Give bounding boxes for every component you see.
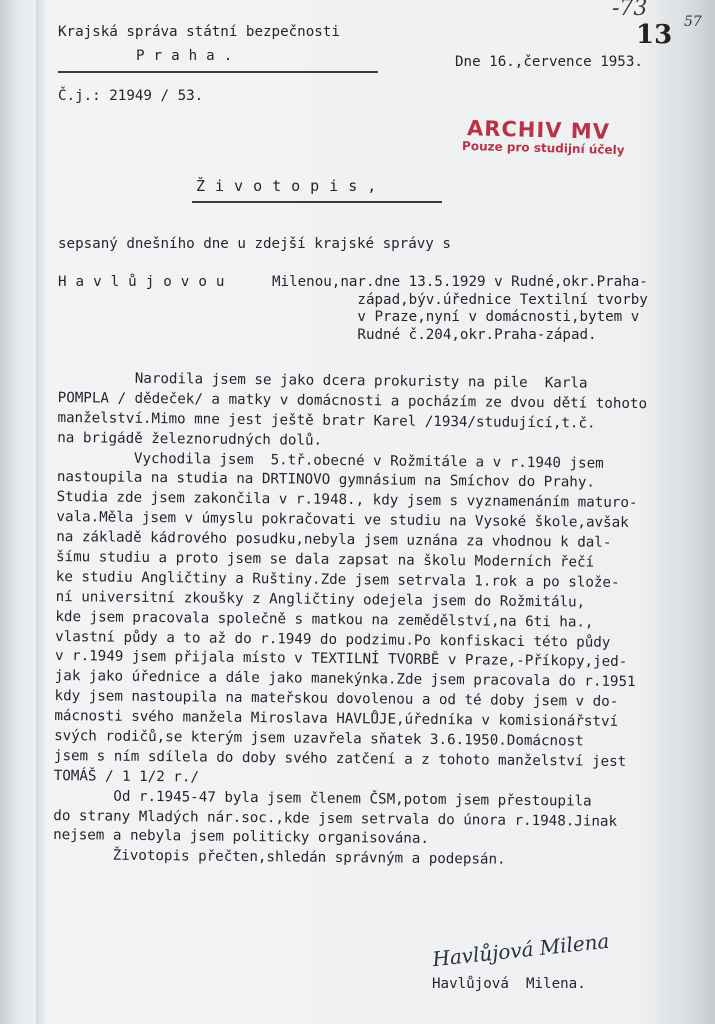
biography-body [53, 370, 648, 873]
office-name: Krajská správa státní bezpečnosti [58, 24, 340, 40]
reference-number: Č.j.: 21949 / 53. [58, 88, 204, 104]
body-line: svých rodičů,se kterým jsem uzavřela sňatek 3.6.1950.Domácnost [54, 728, 584, 750]
person-details-line: západ,býv.úřednice Textilní tvorby [272, 291, 648, 308]
handwritten-signature: Havlůjová Milena [431, 928, 611, 972]
document-title: Životopis, [196, 177, 387, 195]
body-line: vala.Měla jsem v úmyslu pokračovati ve studiu na Vysoké škole,avšak [56, 509, 629, 532]
body-line: kdy jsem nastoupila na mateřskou dovolenou a od té doby jsem v do- [54, 688, 619, 711]
body-line: na základě kádrového posudku,nebyla jsem uznána za vhodnou k dal- [56, 529, 612, 551]
body-line: nejsem a nebyla jsem politicky organisována. [53, 827, 430, 848]
body-line: vlastní půdy a to až do r.1949 do podzimu.Po konfiskaci této půdy [55, 628, 611, 651]
body-line: nastoupila na studia na DRTINOVO gymnásium na Smíchov do Prahy. [56, 469, 596, 492]
body-line: Životopis přečten,shledán správným a podepsán. [52, 847, 506, 869]
body-line: jak jako úřednice a dále jako manekýnka.Zde jsem pracovala do r.1951 [54, 668, 636, 691]
document-date: Dne 16.,července 1953. [455, 54, 643, 70]
body-line: na brigádě železnorudných dolů. [57, 429, 323, 449]
page-number: 13 [636, 20, 673, 50]
paper-fold-shadow [36, 0, 46, 1024]
body-line: Vychodila jsem 5.tř.obecné v Rožmitále a v r.1940 jsem [56, 449, 604, 472]
body-line: ní universitní zkoušky z Angličtiny odejela jsem do Rožmitálu, [55, 588, 586, 611]
pencil-folio-mark: -73 [612, 0, 648, 21]
office-city: Praha. [136, 48, 242, 64]
archive-stamp-note: Pouze pro studijní účely [461, 138, 625, 158]
person-surname: Havlůjovou [58, 274, 234, 290]
person-details [272, 274, 648, 344]
intro-line: sepsaný dnešního dne u zdejší krajské správy s [58, 236, 451, 252]
person-details-line: Milenou,nar.dne 13.5.1929 v Rudné,okr.Praha- [272, 274, 648, 290]
body-line: kde jsem pracovala společně s matkou na zemědělství,na 6ti ha., [55, 608, 594, 631]
body-line: POMPLA / dědeček/ a matky v domácnosti a pocházím ze dvou dětí tohoto [57, 389, 648, 413]
body-line: jsem s ním sdílela do doby svého zatčení a z tohoto manželství jest [53, 747, 627, 770]
body-line: Od r.1945-47 byla jsem členem ČSM,potom jsem přestoupila [53, 787, 592, 810]
header-underline [58, 71, 378, 73]
body-line: Studia zde jsem zakončila v r.1948., kdy jsem s vyznamenáním maturo- [56, 489, 638, 512]
body-line: mácnosti svého manžela Miroslava HAVLŮJE,úředníka v komisionářství [54, 708, 619, 731]
body-line: v r.1949 jsem přijala místo v TEXTILNÍ TVORBĚ v Praze,-Příkopy,jed- [54, 648, 628, 671]
body-line: TOMÁŠ / 1 1/2 r./ [53, 767, 200, 786]
person-details-line: v Praze,nyní v domácnosti,bytem v [272, 309, 640, 325]
body-line: Narodila jsem se jako dcera prokuristy na pile Karla [57, 370, 588, 392]
body-line: ke studiu Angličtiny a Ruštiny.Zde jsem setrvala 1.rok a po slože- [55, 568, 620, 591]
body-line: manželství.Mimo mne jest ještě bratr Karel /1934/studující,t.č. [57, 409, 596, 432]
pencil-folio-mark-small: 57 [684, 14, 702, 30]
title-underline [192, 201, 442, 203]
body-line: šímu studiu a proto jsem se dala zapsat na školu Moderních řečí [55, 549, 595, 571]
typed-signature: Havlůjová Milena. [432, 976, 586, 992]
person-details-line: Rudné č.204,okr.Praha-západ. [272, 326, 597, 343]
body-line: do strany Mladých nár.soc.,kde jsem setrvala do února r.1948.Jinak [53, 807, 618, 830]
archive-stamp-title: ARCHIV MV [466, 116, 611, 144]
